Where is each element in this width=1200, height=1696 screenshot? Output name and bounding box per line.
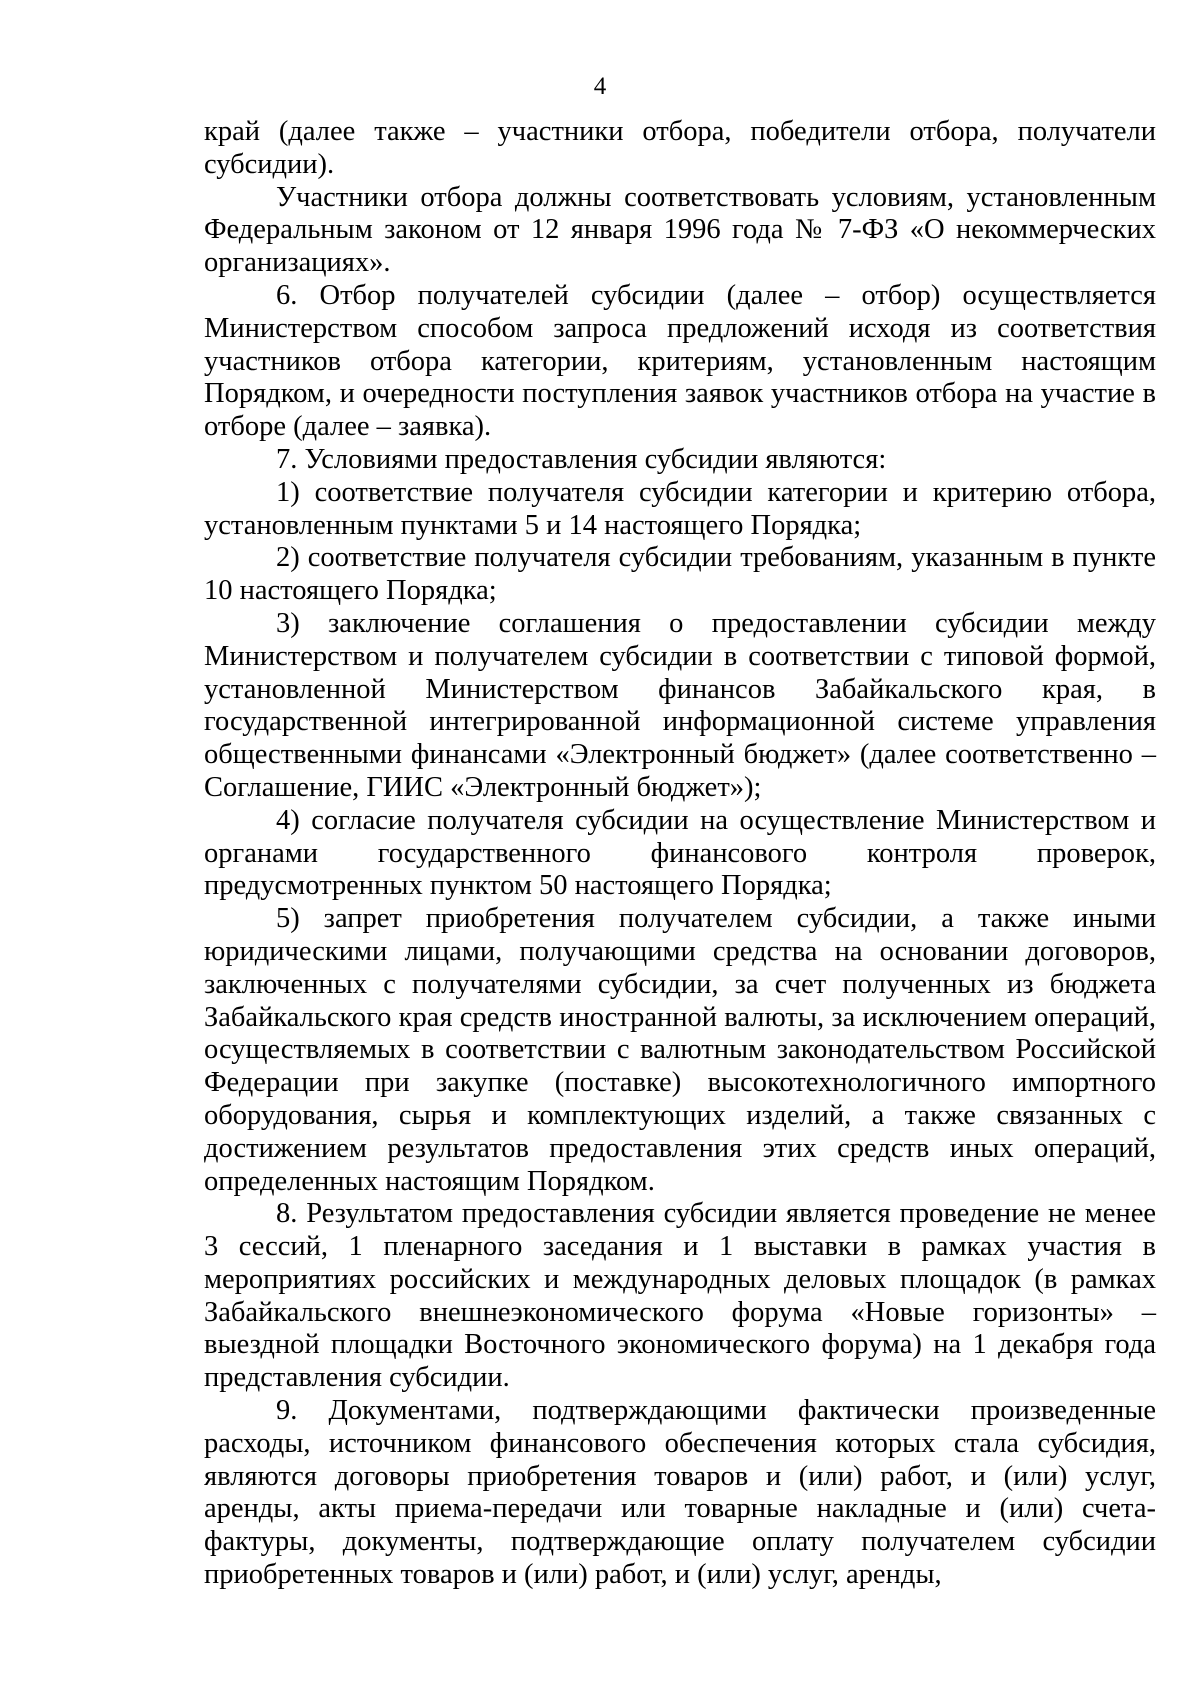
paragraph-item-7-1: 1) соответствие получателя субсидии категории и критерию отбора, установленным пунктами 5 и 14 настоящего Порядка; [204,476,1156,541]
page-number: 4 [593,73,607,100]
paragraph-item-8: 8. Результатом предоставления субсидии является проведение не менее 3 сессий, 1 пленарного заседания и 1 выставки в рамках участия в мероприятиях российских и международных деловых площадок (в рамках Забайкальского внешнеэкономического форума «Новые горизонты» – выездной площадки Восточного экономического форума) на 1 декабря года представления субсидии. [204,1198,1156,1394]
paragraph-participants-conditions: Участники отбора должны соответствовать условиям, установленным Федеральным законом от 12 января 1996 года № 7-ФЗ «О некоммерческих организациях». [204,181,1156,279]
paragraph-continuation: край (далее также – участники отбора, победители отбора, получатели субсидии). [204,116,1156,180]
paragraph-item-7-4: 4) согласие получателя субсидии на осуществление Министерством и органами государственного финансового контроля проверок, предусмотренных пунктом 50 настоящего Порядка; [204,804,1156,902]
paragraph-item-7-2: 2) соответствие получателя субсидии требованиям, указанным в пункте 10 настоящего Порядка; [204,542,1156,607]
paragraph-item-7-5: 5) запрет приобретения получателем субсидии, а также иными юридическими лицами, получающими средства на основании договоров, заключенных с получателями субсидии, за счет полученных из бюджета Забайкальского края средств иностранной валюты, за исключением операций, осуществляемых в соответствии с валютным законодательством Российской Федерации при закупке (поставке) высокотехнологичного импортного оборудования, сырья и комплектующих изделий, а также связанных с достижением результатов предоставления этих средств иных операций, определенных настоящим Порядком. [204,903,1156,1197]
paragraph-item-6: 6. Отбор получателей субсидии (далее – отбор) осуществляется Министерством способом запроса предложений исходя из соответствия участников отбора категории, критериям, установленным настоящим Порядком, и очередности поступления заявок участников отбора на участие в отборе (далее – заявка). [204,279,1156,443]
paragraph-item-7-3: 3) заключение соглашения о предоставлении субсидии между Министерством и получателем субсидии в соответствии с типовой формой, установленной Министерством финансов Забайкальского края, в государственной интегрированной информационной системе управления общественными финансами «Электронный бюджет» (далее соответственно – Соглашение, ГИИС «Электронный бюджет»); [204,607,1156,803]
paragraph-item-9: 9. Документами, подтверждающими фактически произведенные расходы, источником финансового обеспечения которых стала субсидия, являются договоры приобретения товаров и (или) работ, и (или) услуг, аренды, акты приема-передачи или товарные накладные и (или) счета-фактуры, документы, подтверждающие оплату получателем субсидии приобретенных товаров и (или) работ, и (или) услуг, аренды, [204,1395,1156,1591]
paragraph-item-7: 7. Условиями предоставления субсидии являются: [276,443,887,475]
document-body [204,116,1156,1592]
